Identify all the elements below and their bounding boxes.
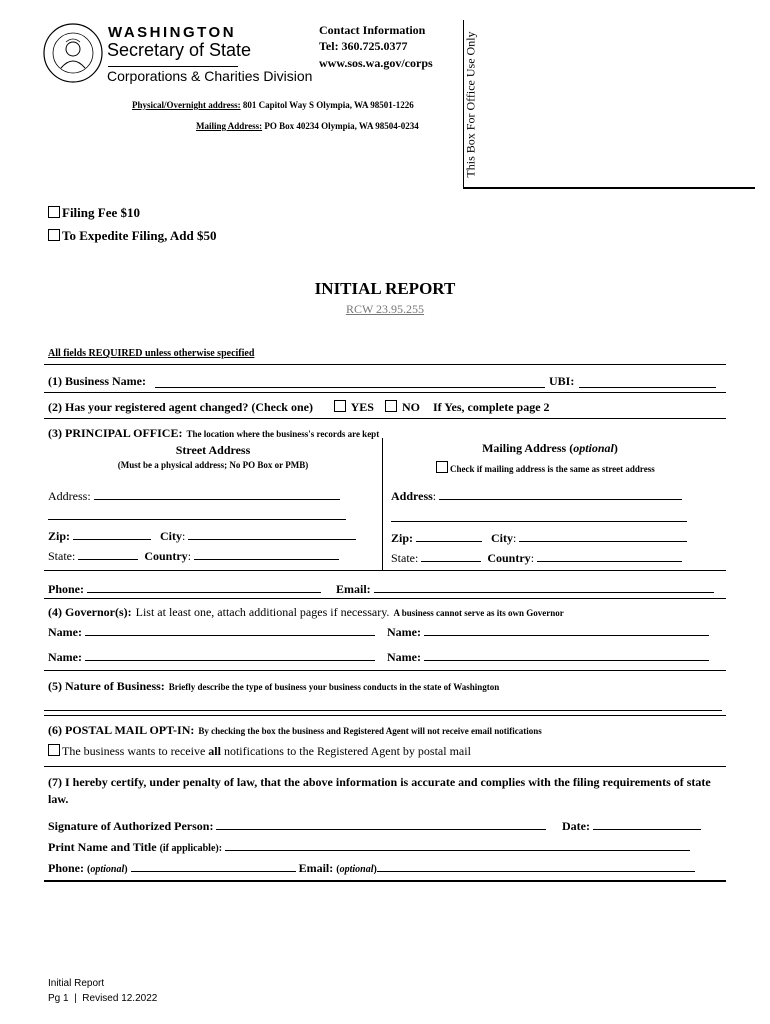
certify-statement: (7) I hereby certify, under penalty of law, that the above information is accurate and complies with the filing requirements of state law.: [48, 775, 711, 806]
agent-changed-label: (2) Has your registered agent changed? (Check one): [48, 400, 313, 414]
nature-field[interactable]: [44, 698, 722, 711]
agent-yes: YES: [334, 400, 374, 415]
same-address-option: Check if mailing address is the same as street address: [436, 461, 655, 474]
governor-name-1[interactable]: Name:: [48, 623, 375, 640]
signature-field[interactable]: Signature of Authorized Person:: [48, 817, 546, 834]
date-field[interactable]: Date:: [562, 817, 701, 834]
brand-division: Corporations & Charities Division: [107, 68, 313, 84]
print-name-field[interactable]: Print Name and Title (if applicable):: [48, 838, 690, 855]
principal-office-heading: (3) PRINCIPAL OFFICE: The location where the business's records are kept: [48, 426, 380, 440]
same-address-checkbox[interactable]: [436, 461, 448, 473]
agent-no: NO: [385, 400, 420, 415]
mailing-zip-city[interactable]: Zip: City:: [391, 529, 687, 546]
email-field[interactable]: Email:: [336, 580, 714, 597]
brand-office: Secretary of State: [107, 40, 252, 60]
all-required-note: All fields REQUIRED unless otherwise specified: [48, 348, 255, 359]
street-address-note: (Must be a physical address; No PO Box or PMB): [117, 460, 309, 470]
postal-option: The business wants to receive all notifications to the Registered Agent by postal mail: [48, 744, 471, 759]
ubi-field[interactable]: [579, 375, 716, 388]
mailing-address-header: Mailing Address: PO Box 40234 Olympia, WA 98504-0234: [196, 121, 419, 131]
rcw-reference: RCW 23.95.255: [345, 302, 425, 316]
postal-heading: (6) POSTAL MAIL OPT-IN: By checking the box the business and Registered Agent will not receive email notifications: [48, 723, 542, 737]
expedite-fee: To Expedite Filing, Add $50: [48, 228, 216, 244]
state-seal: [42, 22, 104, 84]
brand-state: WASHINGTON: [108, 24, 237, 41]
street-address-field[interactable]: Address:: [48, 487, 340, 504]
optional-contact-field[interactable]: Phone: (optional) Email: (optional): [48, 859, 695, 876]
filing-fee: Filing Fee $10: [48, 205, 140, 221]
mailing-address-field[interactable]: Address:: [391, 487, 682, 504]
ubi-label: UBI:: [549, 374, 575, 388]
contact-title: Contact Information: [319, 23, 426, 37]
contact-web: www.sos.wa.gov/corps: [319, 56, 433, 70]
footer-page: Pg 1 | Revised 12.2022: [48, 993, 158, 1004]
if-yes-note: If Yes, complete page 2: [433, 400, 550, 414]
expedite-checkbox[interactable]: [48, 229, 60, 241]
nature-heading: (5) Nature of Business: Briefly describe the type of business your business conducts in the state of Washington: [48, 679, 500, 693]
office-use-label: This Box For Office Use Only: [463, 31, 478, 178]
governors-heading: (4) Governor(s): List at least one, attach additional pages if necessary. A business cannot serve as its own Governor: [48, 605, 564, 619]
business-name-field[interactable]: [155, 375, 545, 388]
street-address-heading: Street Address: [175, 443, 251, 457]
mailing-address-line2[interactable]: [391, 509, 687, 522]
business-name-label: (1) Business Name:: [48, 374, 146, 388]
mailing-address-heading: Mailing Address (optional): [482, 441, 618, 455]
street-state-country[interactable]: State: Country:: [48, 547, 339, 564]
footer-title: Initial Report: [48, 978, 105, 989]
governor-name-2[interactable]: Name:: [387, 623, 709, 640]
governor-name-3[interactable]: Name:: [48, 648, 375, 665]
page-title: INITIAL REPORT: [314, 279, 456, 298]
phone-field[interactable]: Phone:: [48, 580, 321, 597]
filing-fee-checkbox[interactable]: [48, 206, 60, 218]
mailing-state-country[interactable]: State: Country:: [391, 549, 682, 566]
agent-yes-checkbox[interactable]: [334, 400, 346, 412]
street-zip-city[interactable]: Zip: City:: [48, 527, 356, 544]
street-address-line2[interactable]: [48, 507, 346, 520]
contact-tel: Tel: 360.725.0377: [319, 39, 408, 53]
postal-checkbox[interactable]: [48, 744, 60, 756]
governor-name-4[interactable]: Name:: [387, 648, 709, 665]
physical-address: Physical/Overnight address: 801 Capitol Way S Olympia, WA 98501-1226: [132, 100, 414, 110]
agent-no-checkbox[interactable]: [385, 400, 397, 412]
